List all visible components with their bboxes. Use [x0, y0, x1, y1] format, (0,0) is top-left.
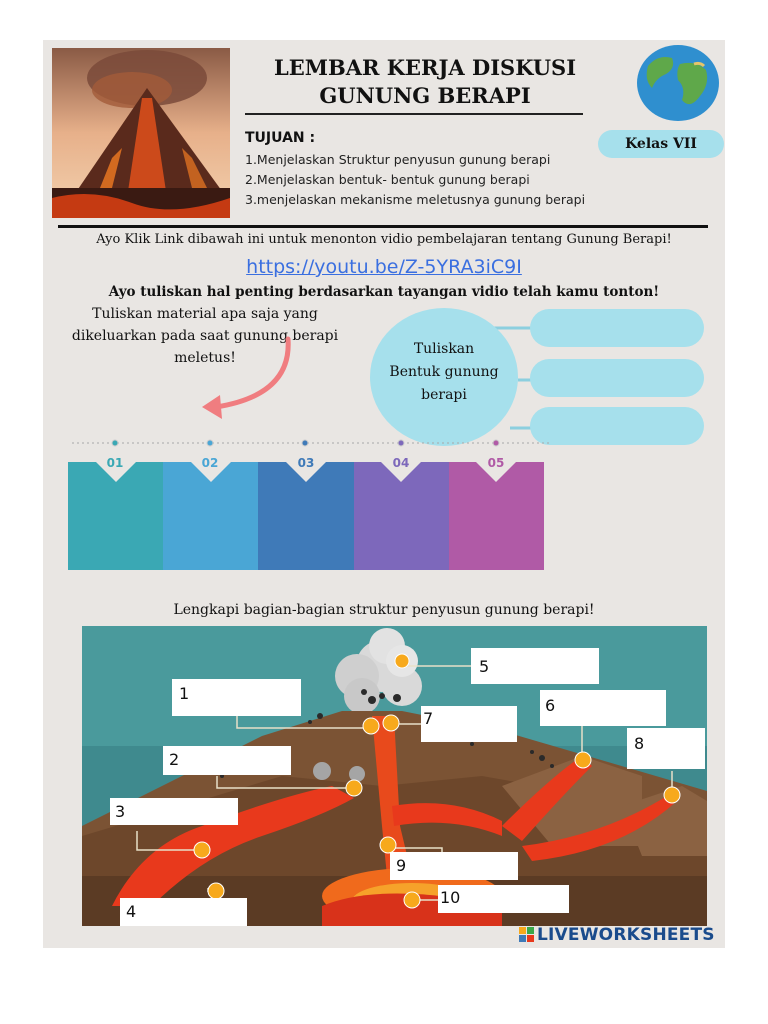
step-number: 02 — [201, 456, 219, 470]
structure-label: 2 — [169, 750, 180, 769]
material-prompt: Tuliskan material apa saja yang dikeluarkan pada saat gunung berapi meletus! — [71, 306, 339, 366]
structure-label: 5 — [479, 657, 490, 676]
structure-label: 8 — [634, 734, 645, 753]
bentuk-answer-field-3[interactable] — [530, 407, 704, 445]
title-underline — [245, 113, 583, 115]
step-number: 03 — [297, 456, 315, 470]
section-divider — [58, 225, 708, 228]
structure-answer-field-5[interactable] — [471, 648, 599, 684]
structure-answer-field-3[interactable] — [110, 798, 238, 825]
structure-label: 10 — [440, 888, 461, 907]
tujuan-item: 2.Menjelaskan bentuk- bentuk gunung berapi — [245, 172, 530, 187]
structure-answer-field-2[interactable] — [163, 746, 291, 775]
structure-instruction: Lengkapi bagian-bagian struktur penyusun gunung berapi! — [173, 602, 595, 618]
globe-icon — [636, 44, 720, 122]
step-number: 05 — [487, 456, 505, 470]
timeline-markers — [112, 440, 499, 446]
bentuk-answer-field-2[interactable] — [530, 359, 704, 397]
volcano-structure-diagram — [82, 626, 707, 926]
volcano-photo — [52, 48, 230, 218]
structure-label: 3 — [115, 802, 126, 821]
step-number: 01 — [106, 456, 124, 470]
structure-answer-field-4[interactable] — [120, 898, 247, 926]
structure-answer-field-9[interactable] — [390, 852, 518, 880]
tujuan-item: 3.menjelaskan mekanisme meletusnya gunung berapi — [245, 192, 586, 207]
structure-answer-field-7[interactable] — [421, 706, 517, 742]
curved-arrow-icon — [196, 335, 296, 425]
structure-answer-field-1[interactable] — [172, 679, 301, 716]
tujuan-list — [245, 150, 585, 210]
liveworksheets-brand[interactable]: LIVEWORKSHEETS — [537, 925, 715, 945]
tujuan-item: 1.Menjelaskan Struktur penyusun gunung berapi — [245, 152, 551, 167]
video-task: Ayo tuliskan hal penting berdasarkan tayangan vidio telah kamu tonton! — [108, 284, 660, 300]
structure-label: 6 — [545, 696, 556, 715]
tujuan-heading: TUJUAN : — [245, 130, 316, 146]
structure-label: 7 — [423, 709, 434, 728]
structure-answer-field-6[interactable] — [540, 690, 666, 726]
video-link[interactable]: https://youtu.be/Z-5YRA3iC9I — [246, 256, 522, 278]
step-number: 04 — [392, 456, 410, 470]
bentuk-prompt: Tuliskan Bentuk gunung berapi — [389, 341, 499, 403]
structure-label: 4 — [126, 902, 137, 921]
structure-label: 9 — [396, 856, 407, 875]
bentuk-answer-field-1[interactable] — [530, 309, 704, 347]
structure-label: 1 — [179, 684, 190, 703]
page-title: LEMBAR KERJA DISKUSI GUNUNG BERAPI — [273, 55, 577, 108]
liveworksheets-logo-icon — [519, 927, 535, 943]
kelas-badge: Kelas VII — [598, 130, 724, 158]
video-instruction: Ayo Klik Link dibawah ini untuk menonton vidio pembelajaran tentang Gunung Berapi! — [96, 232, 672, 247]
